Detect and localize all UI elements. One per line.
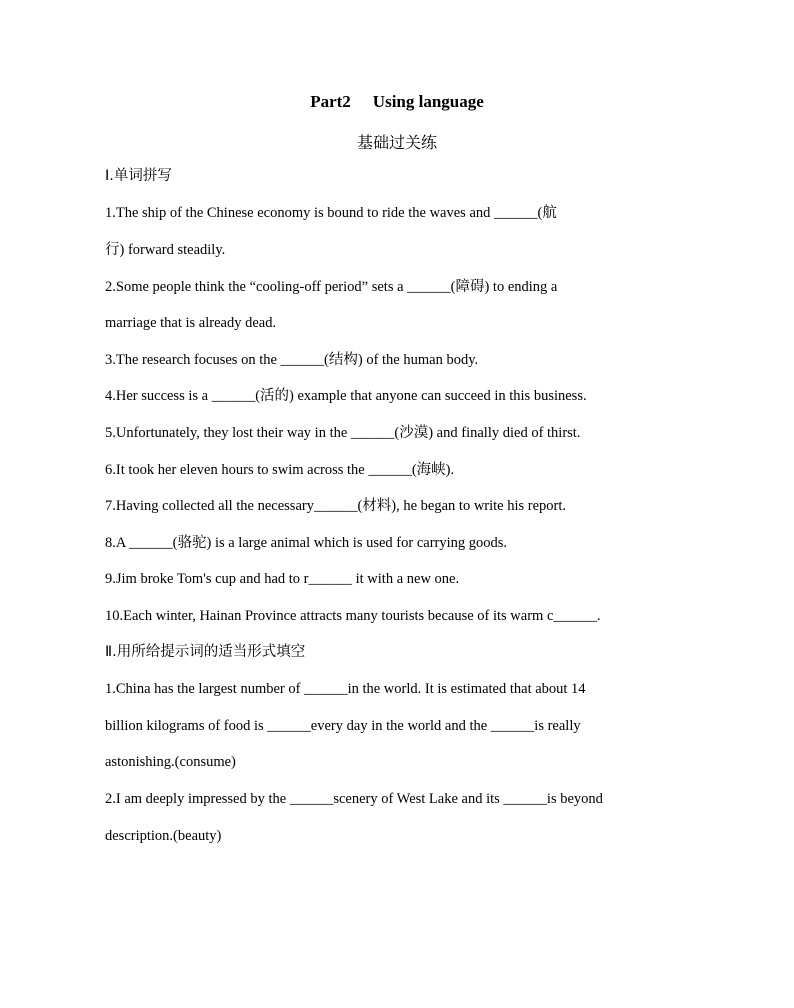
exercise-line: 1.The ship of the Chinese economy is bound to ride the waves and ______(航 (105, 205, 557, 221)
exercise-line: 7.Having collected all the necessary______(材料), he began to write his report. (105, 498, 567, 514)
exercise-line: billion kilograms of food is ______every day in the world and the ______is really (105, 718, 581, 734)
exercise-line: 10.Each winter, Hainan Province attracts many tourists because of its warm c______. (105, 608, 601, 624)
exercise-line: 2.Some people think the “cooling-off period” sets a ______(障碍) to ending a (105, 279, 558, 295)
exercise-line: 3.The research focuses on the ______(结构) of the human body. (105, 352, 479, 368)
exercise-line: 4.Her success is a ______(活的) example that anyone can succeed in this business. (105, 388, 587, 404)
exercise-line: description.(beauty) (105, 828, 222, 844)
exercise-line: marriage that is already dead. (105, 315, 277, 331)
exercise-line: 行) forward steadily. (105, 242, 226, 258)
exercise-line: 5.Unfortunately, they lost their way in the ______(沙漠) and finally died of thirst. (105, 425, 581, 441)
exercise-line: 8.A ______(骆驼) is a large animal which is used for carrying goods. (105, 535, 508, 551)
exercise-line: astonishing.(consume) (105, 754, 236, 770)
exercise-line: 6.It took her eleven hours to swim across the ______(海峡). (105, 462, 455, 478)
title-part: Part2 (310, 92, 351, 111)
exercise-line: 9.Jim broke Tom's cup and had to r______ it with a new one. (105, 571, 460, 587)
section-heading-1: Ⅰ.单词拼写 (105, 168, 172, 184)
page-title (0, 92, 794, 112)
exercise-line: 1.China has the largest number of ______in the world. It is estimated that about 14 (105, 681, 586, 697)
title-name: Using language (372, 92, 484, 111)
exercise-line: 2.I am deeply impressed by the ______scenery of West Lake and its ______is beyond (105, 791, 603, 807)
section-heading-2: Ⅱ.用所给提示词的适当形式填空 (105, 644, 306, 660)
page-subtitle: 基础过关练 (356, 133, 437, 152)
